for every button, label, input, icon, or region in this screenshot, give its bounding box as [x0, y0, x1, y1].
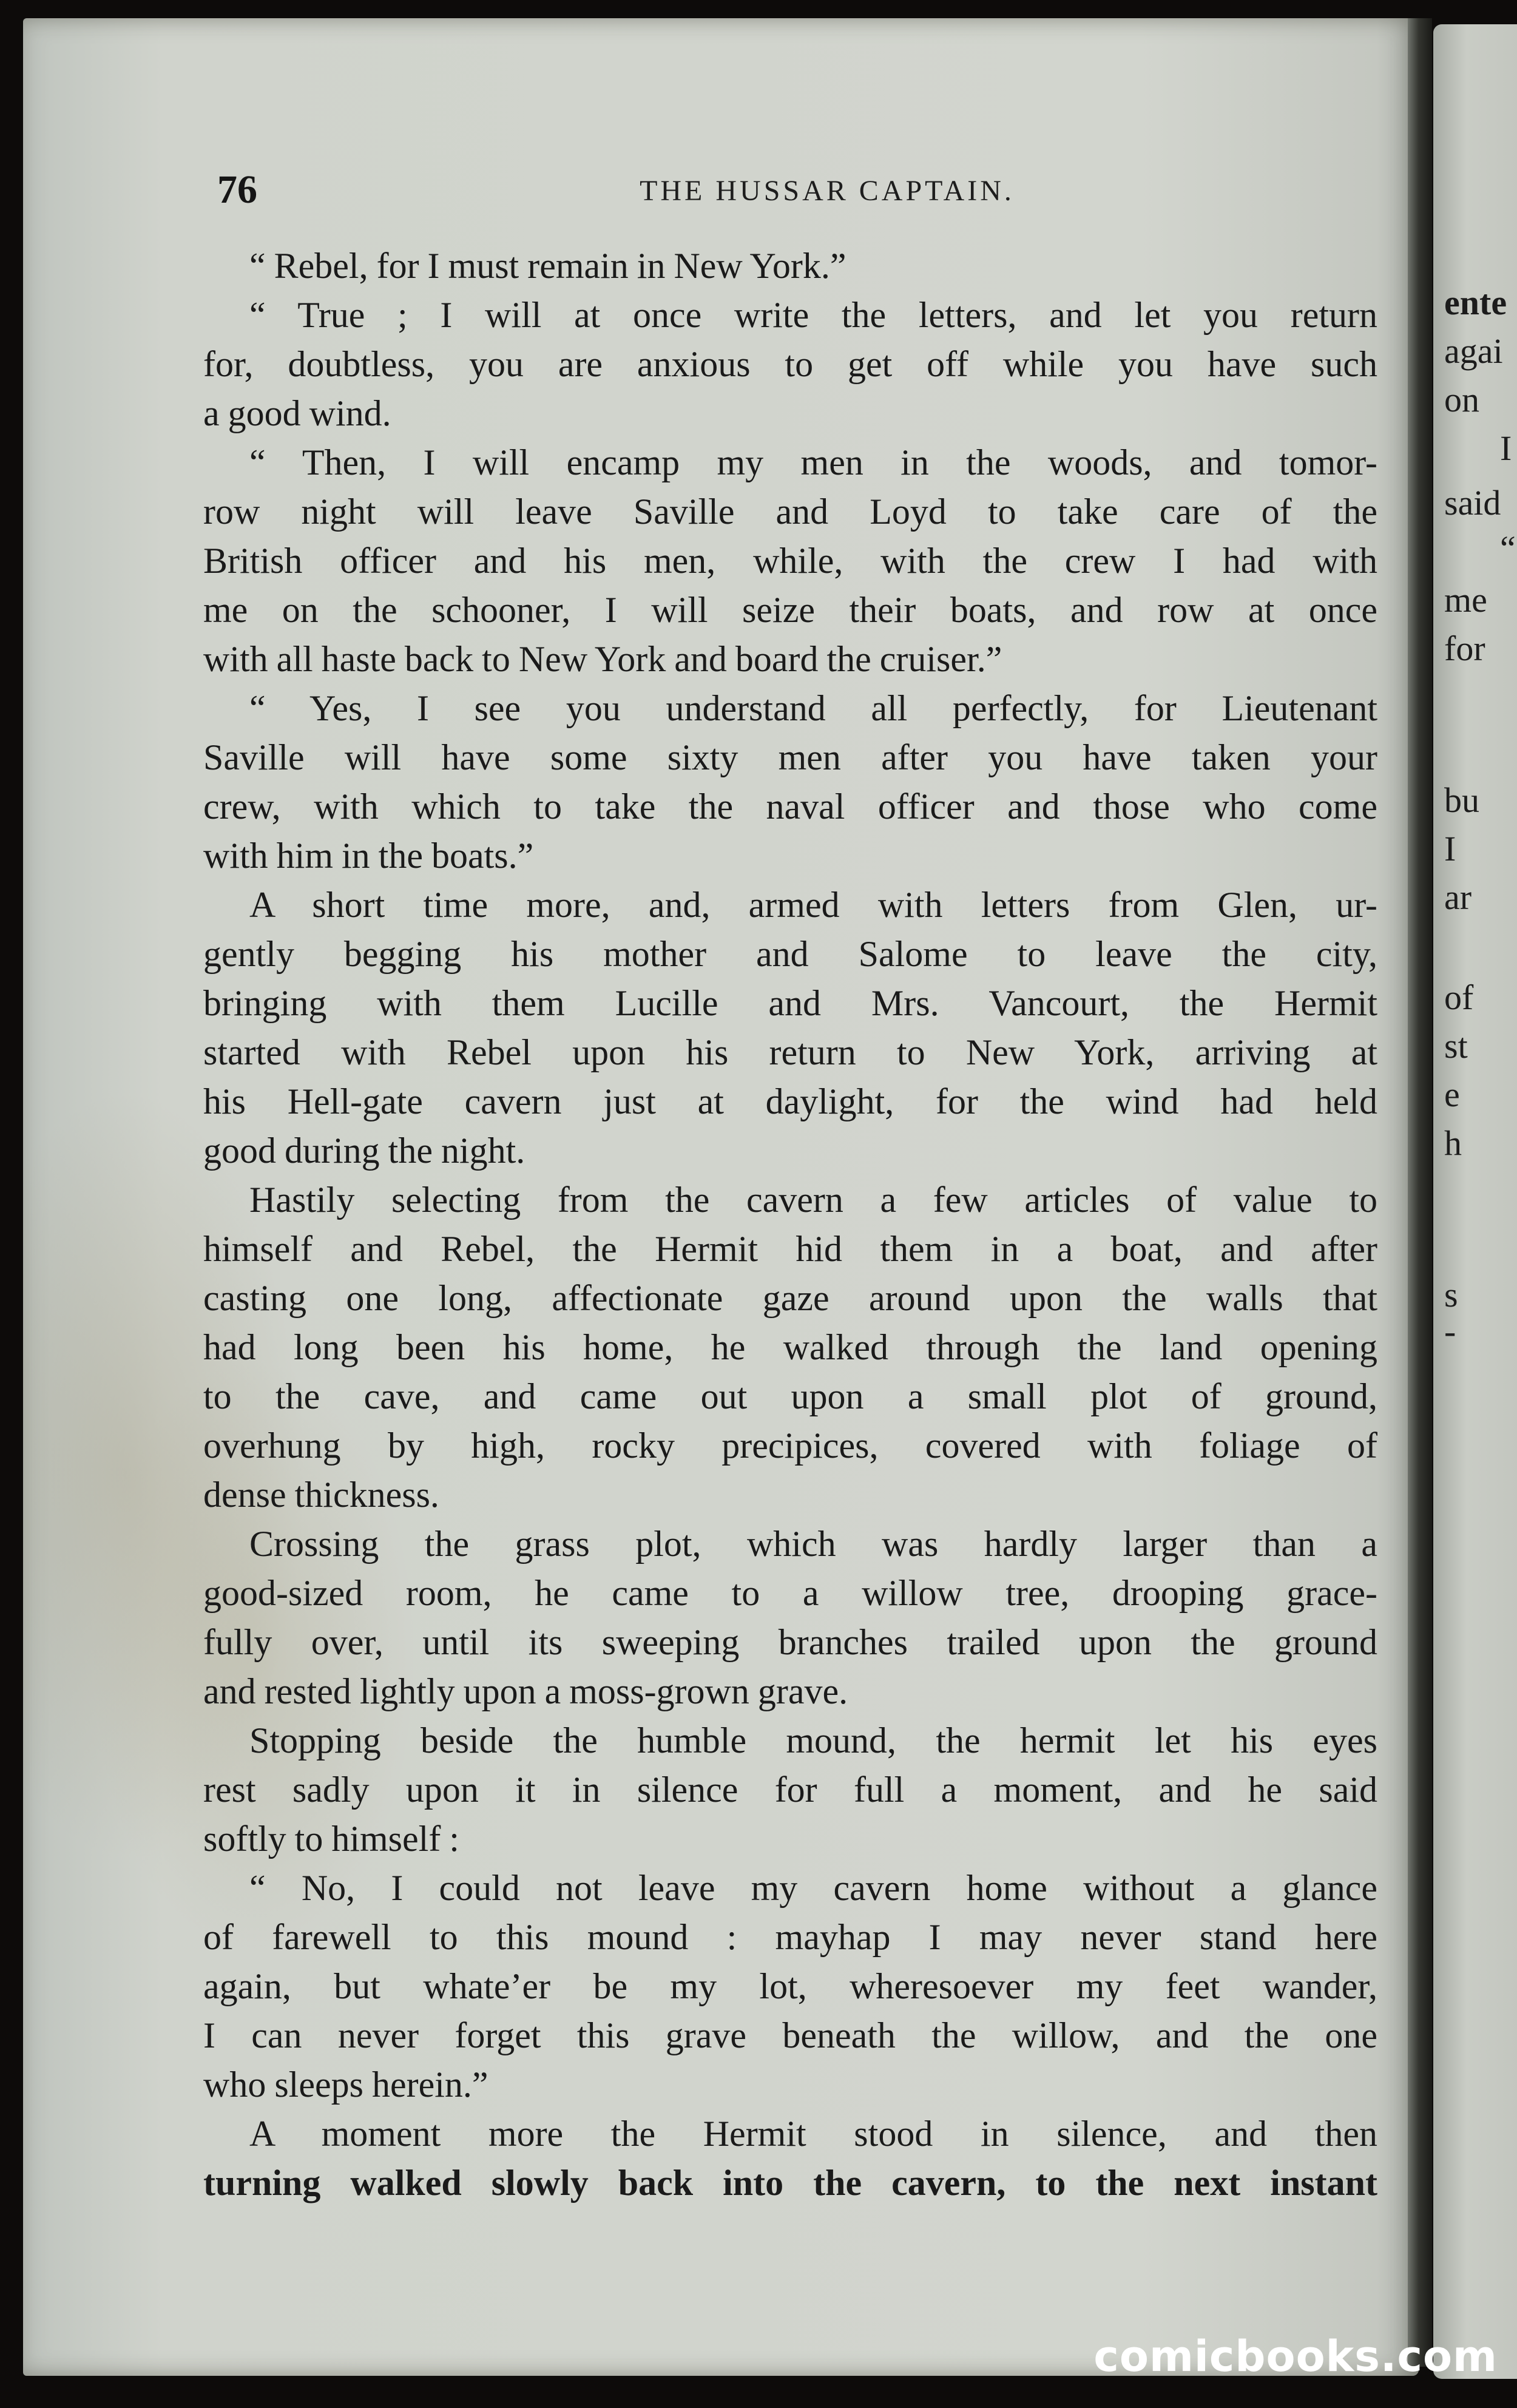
text-line: again, but whate’er be my lot, wheresoever my feet wander, — [203, 1966, 1377, 2006]
text-line: bringing with them Lucille and Mrs. Vancourt, the Hermit — [203, 983, 1377, 1023]
facing-page-fragment: st — [1444, 1026, 1468, 1066]
facing-page-fragment: agai — [1444, 331, 1503, 371]
text-line: “ Rebel, for I must remain in New York.” — [249, 246, 846, 286]
text-line: to the cave, and came out upon a small plot of ground, — [203, 1376, 1377, 1416]
text-line: who sleeps herein.” — [203, 2065, 488, 2105]
text-line: dense thickness. — [203, 1475, 439, 1515]
text-line: with all haste back to New York and board the cruiser.” — [203, 639, 1002, 679]
facing-page-fragment: h — [1444, 1123, 1462, 1163]
page-number: 76 — [217, 167, 257, 212]
text-line: of farewell to this mound : mayhap I may never stand here — [203, 1917, 1377, 1957]
book-gutter — [1408, 18, 1432, 2367]
text-line: good during the night. — [203, 1131, 525, 1171]
facing-page-fragment: of — [1444, 978, 1474, 1017]
text-line: row night will leave Saville and Loyd to take care of the — [203, 492, 1377, 532]
facing-page-fragment: ar — [1444, 878, 1472, 917]
text-line: his Hell-gate cavern just at daylight, for the wind had held — [203, 1081, 1377, 1121]
facing-page-fragment: s — [1444, 1275, 1458, 1314]
watermark: comicbooks.com — [1093, 2332, 1498, 2381]
text-line: overhung by high, rocky precipices, covered with foliage of — [203, 1426, 1377, 1466]
text-line: “ Then, I will encamp my men in the woods, and tomor- — [249, 442, 1377, 482]
facing-page-fragment: I — [1444, 829, 1456, 868]
facing-page-fragment: “ — [1500, 529, 1516, 568]
text-line: Saville will have some sixty men after you have taken your — [203, 737, 1377, 777]
text-line: had long been his home, he walked through the land opening — [203, 1327, 1377, 1367]
facing-page-fragment: said — [1444, 483, 1501, 523]
body-text — [203, 242, 1377, 2208]
text-line: British officer and his men, while, with the crew I had with — [203, 541, 1377, 581]
facing-page-fragment: me — [1444, 580, 1487, 620]
text-line: for, doubtless, you are anxious to get off while you have such — [203, 344, 1377, 384]
facing-page — [1433, 24, 1517, 2379]
facing-page-fragment: ente — [1444, 283, 1507, 322]
facing-page-fragment: on — [1444, 380, 1479, 419]
text-line: “ True ; I will at once write the letters, and let you return — [249, 295, 1377, 335]
page-header — [217, 167, 1419, 215]
text-line: turning walked slowly back into the cavern, to the next instant — [203, 2163, 1377, 2203]
text-line: gently begging his mother and Salome to leave the city, — [203, 934, 1377, 974]
text-line: rest sadly upon it in silence for full a moment, and he said — [203, 1770, 1377, 1810]
text-line: good-sized room, he came to a willow tree, drooping grace- — [203, 1573, 1377, 1613]
facing-page-fragment: bu — [1444, 780, 1479, 820]
text-line: “ Yes, I see you understand all perfectly, for Lieutenant — [249, 688, 1377, 728]
text-line: Hastily selecting from the cavern a few articles of value to — [249, 1180, 1377, 1220]
text-line: Stopping beside the humble mound, the hermit let his eyes — [249, 1720, 1377, 1760]
text-line: A moment more the Hermit stood in silence, and then — [249, 2114, 1377, 2154]
facing-page-fragment: e — [1444, 1075, 1460, 1114]
text-line: fully over, until its sweeping branches trailed upon the ground — [203, 1622, 1377, 1662]
text-line: a good wind. — [203, 393, 391, 433]
facing-page-fragment: I — [1500, 428, 1512, 468]
text-line: himself and Rebel, the Hermit hid them in a boat, and after — [203, 1229, 1377, 1269]
facing-page-fragment: - — [1444, 1311, 1456, 1351]
facing-page-fragment: for — [1444, 629, 1485, 668]
text-line: A short time more, and, armed with letters from Glen, ur- — [249, 885, 1377, 925]
text-line: me on the schooner, I will seize their boats, and row at once — [203, 590, 1377, 630]
text-line: and rested lightly upon a moss-grown grave. — [203, 1671, 848, 1711]
text-line: Crossing the grass plot, which was hardly larger than a — [249, 1524, 1377, 1564]
text-line: started with Rebel upon his return to New York, arriving at — [203, 1032, 1377, 1072]
text-line: I can never forget this grave beneath the willow, and the one — [203, 2015, 1377, 2055]
text-line: softly to himself : — [203, 1819, 459, 1859]
text-line: “ No, I could not leave my cavern home without a glance — [249, 1868, 1377, 1908]
running-head: THE HUSSAR CAPTAIN. — [640, 175, 1015, 207]
text-line: with him in the boats.” — [203, 836, 534, 876]
text-line: crew, with which to take the naval officer and those who come — [203, 786, 1377, 827]
text-line: casting one long, affectionate gaze around upon the walls that — [203, 1278, 1377, 1318]
